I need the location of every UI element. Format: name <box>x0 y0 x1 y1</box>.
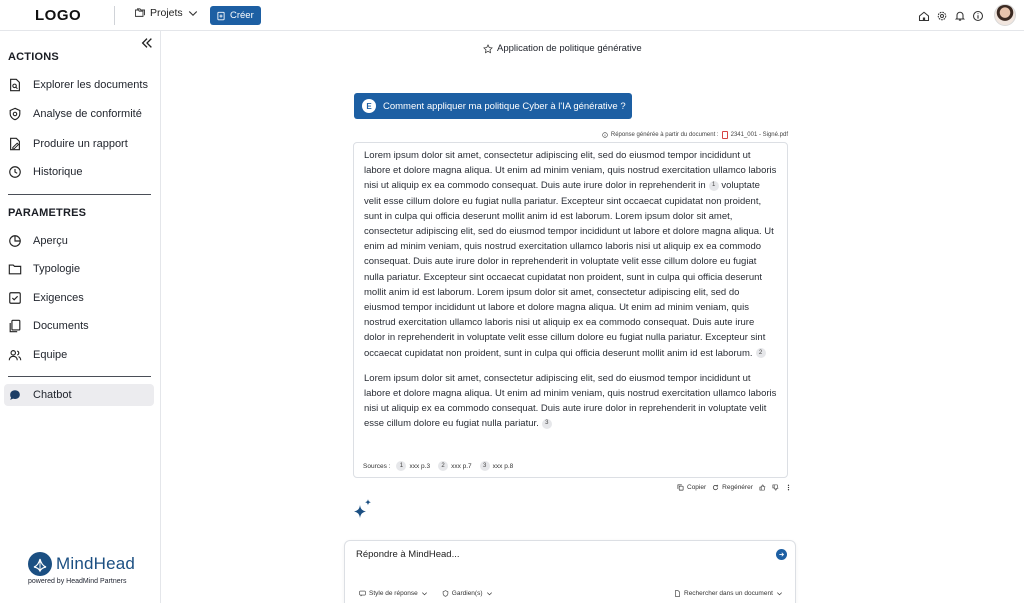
answer-card <box>353 142 788 478</box>
question-text: Comment appliquer ma politique Cyber à l'IA générative ? <box>383 100 626 112</box>
reply-options <box>359 590 493 597</box>
guardrails-label: Gardien(s) <box>451 590 483 597</box>
sidebar-item-label: Produire un rapport <box>33 138 128 150</box>
chevron-down-icon <box>776 590 783 597</box>
sources-list <box>363 461 515 471</box>
chevron-down-icon <box>421 590 428 597</box>
sidebar-item-apercu[interactable] <box>4 230 154 252</box>
source-badge[interactable]: 1 <box>396 461 406 471</box>
sidebar-item-label: Historique <box>33 166 83 178</box>
actions-section-title: ACTIONS <box>8 51 59 63</box>
mindhead-logo-icon <box>28 552 52 576</box>
sidebar-item-label: Typologie <box>33 263 81 275</box>
sidebar-item-label: Aperçu <box>33 235 68 247</box>
logo[interactable]: LOGO <box>35 7 82 24</box>
response-style-label: Style de réponse <box>369 590 418 597</box>
pie-chart-icon <box>8 234 22 248</box>
answer-text: Lorem ipsum dolor sit amet, consectetur adipiscing elit, sed do eiusmod tempor incididunt ut labore et dolore magna aliqua. Ut enim ad minim veniam, quis nostrud exercitation ullamco laboris nisi ut aliquip ex ea commodo consequat. Duis aute irure dolor in reprehenderit in voluptate velit esse cillum dolore eu fugiat nulla pariatur. <box>364 372 777 430</box>
user-initial-badge: E <box>362 99 376 113</box>
divider <box>114 6 115 25</box>
copy-icon <box>677 484 684 491</box>
sidebar-item-documents[interactable] <box>4 315 154 337</box>
answer-actions <box>677 484 792 491</box>
info-icon[interactable] <box>972 9 984 21</box>
page-title <box>483 43 642 54</box>
avatar[interactable] <box>994 4 1016 26</box>
document-search-icon <box>8 78 22 92</box>
top-bar <box>0 0 1024 31</box>
sources-label: Sources : <box>363 462 391 470</box>
source-item[interactable]: xxx p.7 <box>451 462 472 470</box>
clock-icon <box>8 165 22 179</box>
source-file-link[interactable]: 2341_001 - Signé.pdf <box>730 132 788 138</box>
reply-input[interactable] <box>356 549 756 560</box>
folders-icon <box>134 7 146 19</box>
thumbs-down-icon[interactable] <box>772 484 779 491</box>
search-document-dropdown[interactable] <box>674 590 783 597</box>
reply-box <box>344 540 796 603</box>
send-button[interactable] <box>776 549 787 560</box>
sidebar-item-label: Explorer les documents <box>33 79 148 91</box>
brand <box>28 552 135 585</box>
params-section-title: PARAMETRES <box>8 207 87 219</box>
users-icon <box>8 348 22 362</box>
answer-text: Lorem ipsum dolor sit amet, consectetur adipiscing elit, sed do eiusmod tempor incididunt ut labore et dolore magna aliqua. Ut enim ad minim veniam, quis nostrud exercitation ullamco laboris nisi ut aliquip ex ea commodo consequat. Duis aute irure dolor in reprehenderit in <box>364 150 777 192</box>
citation-badge[interactable]: 1 <box>709 181 719 191</box>
shield-icon <box>442 590 449 597</box>
sidebar-item-exigences[interactable] <box>4 287 154 309</box>
sidebar-item-historique[interactable] <box>4 161 154 183</box>
chevron-down-icon <box>187 7 199 19</box>
document-icon <box>674 590 681 597</box>
info-icon <box>602 132 608 138</box>
sidebar <box>0 31 161 603</box>
guardrails-dropdown[interactable] <box>442 590 493 597</box>
response-style-dropdown[interactable] <box>359 590 428 597</box>
citation-badge[interactable]: 3 <box>542 419 552 429</box>
gear-icon[interactable] <box>936 9 948 21</box>
thumbs-up-icon[interactable] <box>759 484 766 491</box>
chat-bubble-icon <box>8 388 22 402</box>
source-badge[interactable]: 2 <box>438 461 448 471</box>
source-item[interactable]: xxx p.3 <box>409 462 431 470</box>
folder-icon <box>8 262 22 276</box>
checkbox-icon <box>8 291 22 305</box>
citation-badge[interactable]: 2 <box>756 348 766 358</box>
source-badge[interactable]: 3 <box>480 461 490 471</box>
refresh-icon <box>712 484 719 491</box>
chat-style-icon <box>359 590 366 597</box>
sidebar-item-rapport[interactable] <box>4 133 154 155</box>
star-icon[interactable] <box>483 44 493 54</box>
sidebar-item-explorer[interactable] <box>4 74 154 96</box>
answer-paragraph <box>364 148 777 361</box>
create-button[interactable] <box>210 6 261 25</box>
sidebar-item-typologie[interactable] <box>4 258 154 280</box>
answer-text: voluptate velit esse cillum dolore eu fugiat nulla pariatur. Excepteur sint occaecat cupidatat non proident, sunt in culpa qui officia deserunt mollit anim id est laborum. Lorem ipsum dolor sit amet, consectetur adipiscing elit, sed do eiusmod tempor incididunt ut labore et dolore magna aliqua. Ut enim ad minim veniam, quis nostrud exercitation ullamco laboris nisi ut aliquip ex ea commodo consequat. Duis aute irure dolor in reprehenderit in voluptate velit esse cillum dolore eu fugiat nulla pariatur. Excepteur sint occaecat cupidatat non proident, sunt in culpa qui officia deserunt mollit anim id est laborum. Lorem ipsum dolor sit amet, consectetur adipiscing elit, sed do eiusmod tempor incididunt ut labore et dolore magna aliqua. Ut enim ad minim veniam, quis nostrud exercitation ullamco laboris nisi ut aliquip ex ea commodo consequat. Duis aute irure dolor in reprehenderit in voluptate velit esse cillum dolore eu fugiat nulla pariatur. Excepteur sint occaecat cupidatat non proident, sunt in culpa qui officia deserunt mollit anim id est laborum. <box>364 180 774 359</box>
source-prefix: Réponse générée à partir du document : <box>610 132 719 138</box>
shield-check-icon <box>8 107 22 121</box>
sidebar-item-equipe[interactable] <box>4 344 154 366</box>
copy-button[interactable] <box>677 484 706 491</box>
top-icons <box>918 9 984 21</box>
chevron-down-icon <box>486 590 493 597</box>
copy-label: Copier <box>687 484 707 491</box>
answer-paragraph <box>364 371 777 432</box>
brand-name: MindHead <box>56 554 136 573</box>
divider <box>8 376 151 377</box>
more-options-icon[interactable] <box>785 484 792 491</box>
sidebar-item-label: Analyse de conformité <box>33 108 142 120</box>
sidebar-item-conformite[interactable] <box>4 103 154 125</box>
add-document-icon <box>216 11 226 21</box>
projects-dropdown[interactable] <box>134 7 199 19</box>
search-document-label: Rechercher dans un document <box>684 590 773 597</box>
bell-icon[interactable] <box>954 9 966 21</box>
home-icon[interactable] <box>918 9 930 21</box>
regenerate-label: Regénérer <box>722 484 753 491</box>
arrow-right-icon <box>778 551 785 558</box>
create-label: Créer <box>230 10 254 21</box>
report-edit-icon <box>8 137 22 151</box>
sidebar-item-label: Chatbot <box>33 389 72 401</box>
documents-icon <box>8 319 22 333</box>
regenerate-button[interactable] <box>712 484 753 491</box>
sidebar-item-chatbot[interactable] <box>4 384 154 406</box>
brand-subtitle: powered by HeadMind Partners <box>28 578 127 585</box>
user-question <box>354 93 632 119</box>
collapse-sidebar-icon[interactable] <box>140 36 154 50</box>
sidebar-item-label: Equipe <box>33 349 68 361</box>
page-title-text: Application de politique générative <box>497 43 642 54</box>
source-item[interactable]: xxx p.8 <box>492 462 514 470</box>
sidebar-item-label: Documents <box>33 320 89 332</box>
source-document-line <box>602 131 788 139</box>
sparkle-icon <box>352 498 374 522</box>
divider <box>8 194 151 195</box>
sidebar-item-label: Exigences <box>33 292 84 304</box>
pdf-icon <box>722 131 728 139</box>
projects-label: Projets <box>150 7 183 19</box>
